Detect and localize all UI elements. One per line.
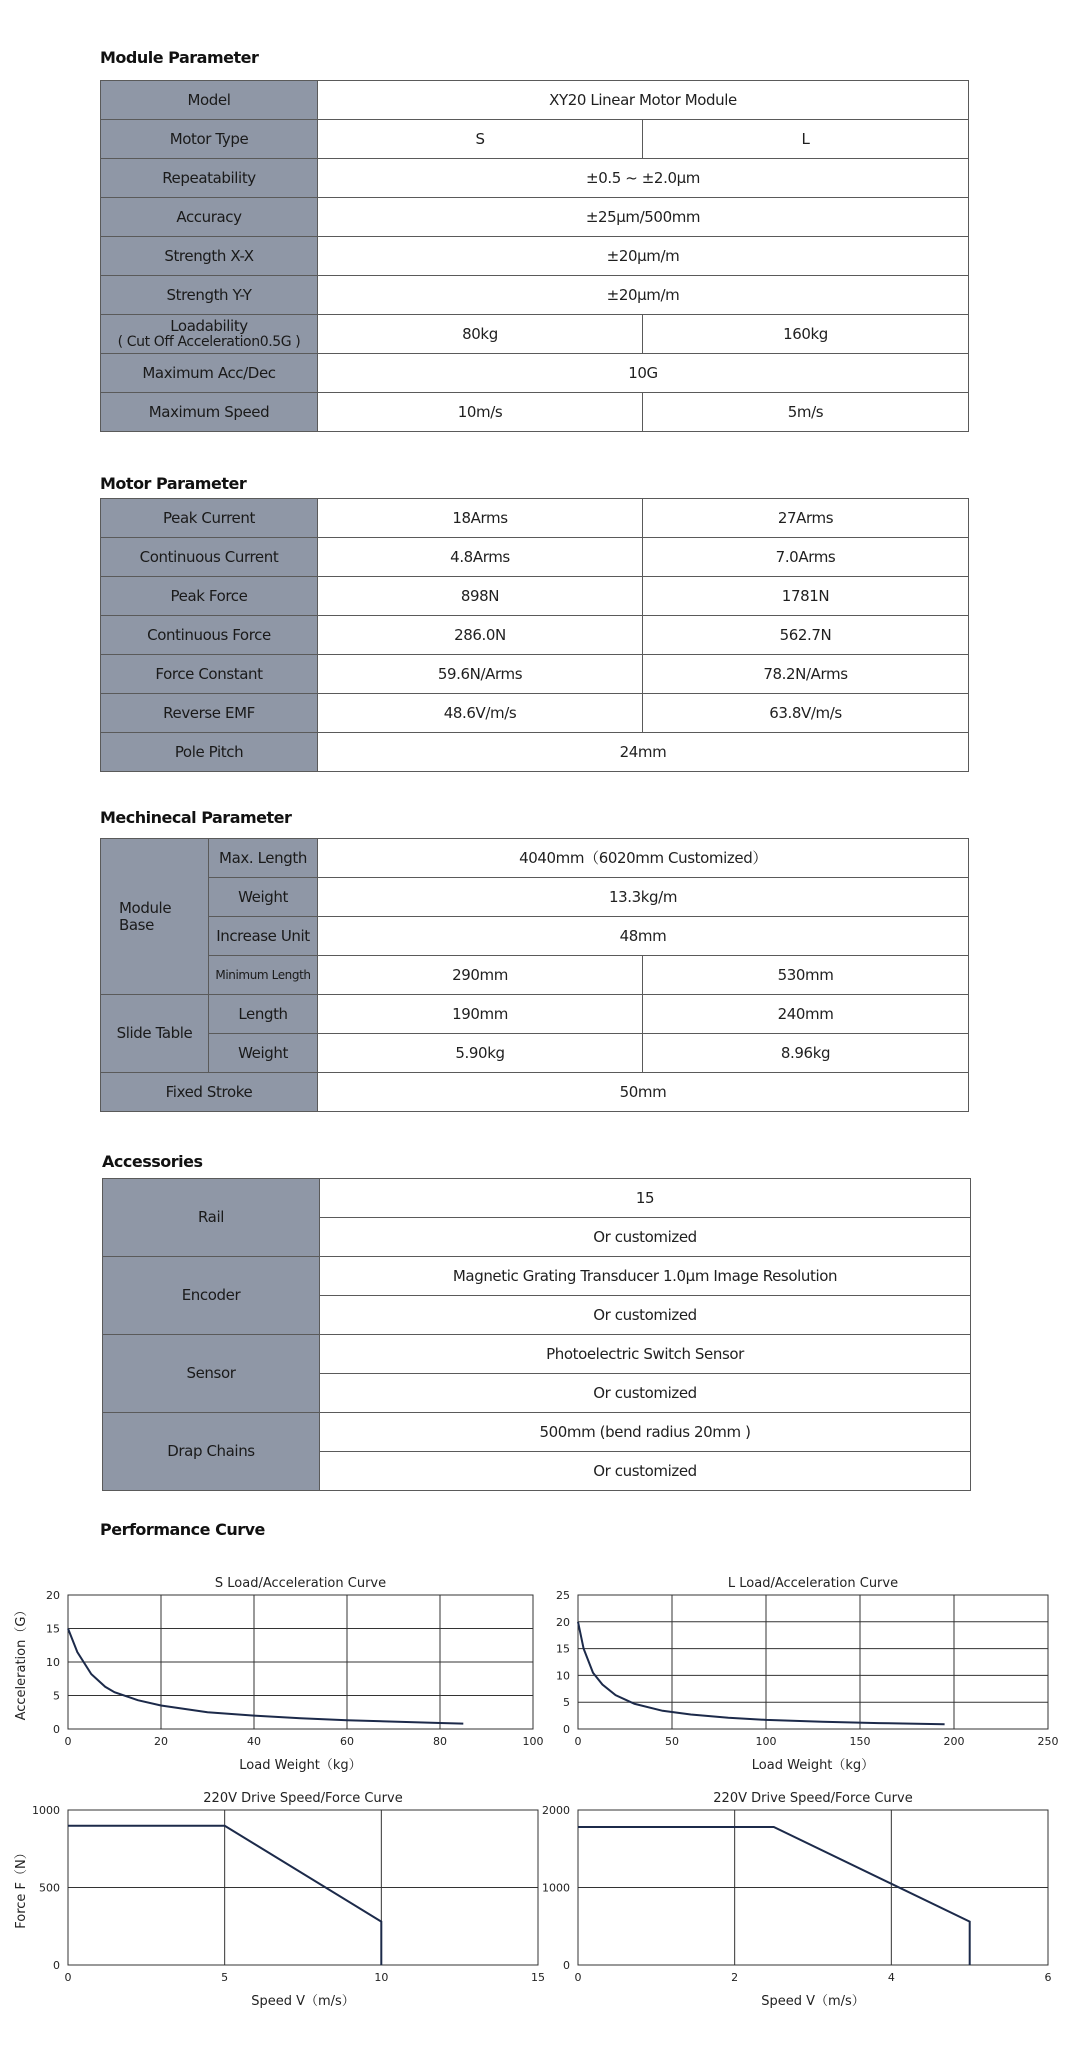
row-label: Accuracy <box>101 198 318 237</box>
l-value: 562.7N <box>643 616 969 655</box>
s-value: 286.0N <box>318 616 643 655</box>
l-value: 160kg <box>643 315 969 354</box>
series-line <box>578 1827 970 1965</box>
chart-title: L Load/Acceleration Curve <box>727 1576 899 1591</box>
x-tick-label: 4 <box>887 1971 895 1984</box>
row-label: Weight <box>209 878 318 917</box>
l-value: 5m/s <box>643 393 969 432</box>
row-label: Peak Force <box>101 577 318 616</box>
mech-section-title: Mechinecal Parameter <box>100 808 292 827</box>
y-tick-label: 10 <box>556 1669 570 1683</box>
x-tick-label: 20 <box>154 1735 168 1748</box>
row-label: Force Constant <box>101 655 318 694</box>
slide-table-label: Slide Table <box>101 995 209 1073</box>
y-tick-label: 5 <box>53 1689 60 1703</box>
y-tick-label: 0 <box>53 1723 60 1736</box>
y-tick-label: 20 <box>46 1589 60 1602</box>
x-tick-label: 0 <box>64 1971 72 1984</box>
s-value: 59.6N/Arms <box>318 655 643 694</box>
row-label: Fixed Stroke <box>101 1073 318 1112</box>
y-tick-label: 20 <box>556 1615 570 1629</box>
x-axis-label: Load Weight（kg） <box>239 1758 362 1773</box>
row-value: 48mm <box>318 917 969 956</box>
y-tick-label: 1000 <box>32 1804 60 1817</box>
x-tick-label: 0 <box>64 1735 72 1748</box>
loadability-label: Loadability <box>170 317 248 336</box>
y-tick-label: 5 <box>563 1696 570 1710</box>
motor-section-title: Motor Parameter <box>100 474 247 493</box>
y-tick-label: 15 <box>46 1622 60 1636</box>
y-tick-label: 1000 <box>542 1881 570 1895</box>
s-value: 18Arms <box>318 499 643 538</box>
y-tick-label: 10 <box>46 1656 60 1669</box>
x-tick-label: 5 <box>221 1971 229 1984</box>
row-label: Strength Y-Y <box>101 276 318 315</box>
series-line <box>578 1622 945 1724</box>
s-value: 898N <box>318 577 643 616</box>
l-value: 27Arms <box>643 499 969 538</box>
loadability-note: ( Cut Off Acceleration0.5G ) <box>117 333 301 350</box>
row-label: Pole Pitch <box>101 733 318 772</box>
row-label: Continuous Force <box>101 616 318 655</box>
l-value: 63.8V/m/s <box>643 694 969 733</box>
x-tick-label: 0 <box>574 1971 582 1984</box>
x-tick-label: 250 <box>1037 1735 1059 1748</box>
row-value: Magnetic Grating Transducer 1.0μm Image Resolution <box>320 1257 971 1296</box>
l-value: 78.2N/Arms <box>643 655 969 694</box>
row-label: Max. Length <box>209 839 318 878</box>
s-value: 10m/s <box>318 393 643 432</box>
row-label: Maximum Speed <box>101 393 318 432</box>
x-axis-label: Speed V（m/s） <box>761 1994 865 2009</box>
row-value: ±0.5 ~ ±2.0μm <box>318 159 969 198</box>
s-value: S <box>318 120 643 159</box>
row-value: 13.3kg/m <box>318 878 969 917</box>
x-tick-label: 50 <box>665 1735 679 1748</box>
y-tick-label: 0 <box>53 1959 60 1972</box>
row-value: 10G <box>318 354 969 393</box>
y-tick-label: 0 <box>563 1723 570 1736</box>
row-label: Weight <box>209 1034 318 1073</box>
x-tick-label: 15 <box>531 1971 545 1984</box>
row-value: 24mm <box>318 733 969 772</box>
x-tick-label: 6 <box>1044 1971 1052 1984</box>
row-value: Photoelectric Switch Sensor <box>320 1335 971 1374</box>
x-tick-label: 60 <box>340 1735 354 1748</box>
x-tick-label: 150 <box>849 1735 871 1748</box>
x-tick-label: 0 <box>574 1735 582 1748</box>
y-tick-label: 25 <box>556 1589 570 1602</box>
chart-title: 220V Drive Speed/Force Curve <box>713 1791 913 1806</box>
row-label: Repeatability <box>101 159 318 198</box>
l-value: 8.96kg <box>643 1034 969 1073</box>
row-label: Model <box>101 81 318 120</box>
s-value: 190mm <box>318 995 643 1034</box>
row-label: Motor Type <box>101 120 318 159</box>
y-axis-label: Force F（N） <box>14 1846 29 1929</box>
s-value: 80kg <box>318 315 643 354</box>
x-axis-label: Speed V（m/s） <box>251 1994 355 2009</box>
row-value: 4040mm（6020mm Customized） <box>318 839 969 878</box>
l-value: 240mm <box>643 995 969 1034</box>
x-axis-label: Load Weight（kg） <box>751 1758 875 1773</box>
row-label: Increase Unit <box>209 917 318 956</box>
row-label: Strength X-X <box>101 237 318 276</box>
row-value: 500mm (bend radius 20mm ) <box>320 1413 971 1452</box>
x-tick-label: 10 <box>374 1971 389 1984</box>
rail-label: Rail <box>103 1179 320 1257</box>
performance-section-title: Performance Curve <box>100 1520 265 1539</box>
accessories-section-title: Accessories <box>102 1152 203 1171</box>
row-value: 15 <box>320 1179 971 1218</box>
row-label: Minimum Length <box>209 956 318 995</box>
l-value: 7.0Arms <box>643 538 969 577</box>
chart-title: S Load/Acceleration Curve <box>214 1576 387 1591</box>
y-tick-label: 2000 <box>542 1804 570 1817</box>
row-value: ±20μm/m <box>318 276 969 315</box>
row-value: Or customized <box>320 1218 971 1257</box>
row-label: Peak Current <box>101 499 318 538</box>
sensor-label: Sensor <box>103 1335 320 1413</box>
x-tick-label: 40 <box>247 1735 261 1748</box>
row-label: Continuous Current <box>101 538 318 577</box>
row-label: Length <box>209 995 318 1034</box>
row-value: Or customized <box>320 1296 971 1335</box>
l-value: 1781N <box>643 577 969 616</box>
row-value: 50mm <box>318 1073 969 1112</box>
row-label: Reverse EMF <box>101 694 318 733</box>
chart-title: 220V Drive Speed/Force Curve <box>203 1791 403 1806</box>
l-value: 530mm <box>643 956 969 995</box>
x-tick-label: 2 <box>731 1971 739 1984</box>
module-section-title: Module Parameter <box>100 48 259 67</box>
module-base-label: Module Base <box>101 839 209 995</box>
plot-frame <box>578 1595 1048 1729</box>
row-label: Maximum Acc/Dec <box>101 354 318 393</box>
s-value: 5.90kg <box>318 1034 643 1073</box>
s-value: 4.8Arms <box>318 538 643 577</box>
y-tick-label: 0 <box>563 1959 570 1972</box>
y-tick-label: 500 <box>39 1881 60 1895</box>
s-value: 48.6V/m/s <box>318 694 643 733</box>
encoder-label: Encoder <box>103 1257 320 1335</box>
x-tick-label: 100 <box>755 1735 777 1748</box>
s-value: 290mm <box>318 956 643 995</box>
x-tick-label: 200 <box>943 1735 965 1748</box>
row-value: Or customized <box>320 1374 971 1413</box>
row-value: XY20 Linear Motor Module <box>318 81 969 120</box>
series-line <box>68 1629 463 1724</box>
x-tick-label: 80 <box>433 1735 447 1748</box>
row-value: ±20μm/m <box>318 237 969 276</box>
row-value: ±25μm/500mm <box>318 198 969 237</box>
l-value: L <box>643 120 969 159</box>
x-tick-label: 100 <box>522 1735 544 1748</box>
drap-chains-label: Drap Chains <box>103 1413 320 1491</box>
row-value: Or customized <box>320 1452 971 1491</box>
y-tick-label: 15 <box>556 1642 570 1656</box>
y-axis-label: Acceleration（G） <box>14 1603 29 1721</box>
